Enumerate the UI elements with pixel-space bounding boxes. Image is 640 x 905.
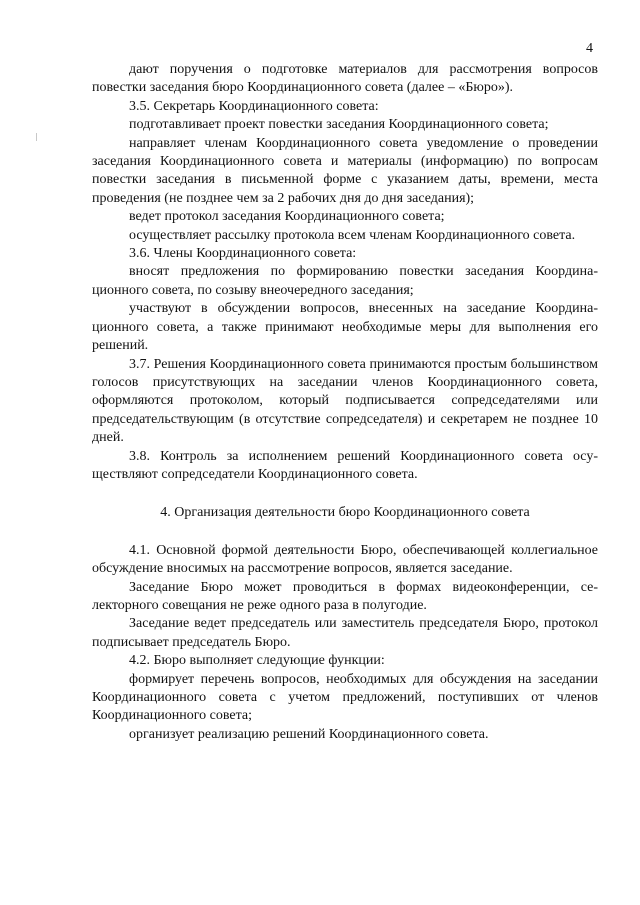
paragraph: ведет протокол заседания Координационного совета; <box>129 209 445 225</box>
paragraph: 3.8. Контроль за исполнением решений Координационного совета осуществляют сопредседатели Координационного совета. <box>92 448 598 482</box>
paragraph: осуществляет рассылку протокола всем членам Координационного совета. <box>129 227 576 243</box>
paragraph: формирует перечень вопросов, необходимых для обсуждения на заседании Координационного совета с учетом предложений, поступивших от членов Координационного совета; <box>92 671 598 724</box>
paragraph: 4.1. Основной формой деятельности Бюро, обеспечивающей коллегиальное обсуждение вносимых на рассмотрение вопросов, является заседание. <box>92 542 598 577</box>
paragraph: участвуют в обсуждении вопросов, внесенных на заседание Координационного совета, а также принимают необходимые меры для выполнения его решений. <box>92 301 598 354</box>
paragraph: подготавливает проект повестки заседания Координационного совета; <box>129 117 549 133</box>
document-body <box>92 61 598 744</box>
page-number: 4 <box>586 41 593 56</box>
paragraph: организует реализацию решений Координационного совета. <box>129 726 489 742</box>
section-heading: 4. Организация деятельности бюро Координационного совета <box>160 505 530 521</box>
paragraph: Заседание ведет председатель или заместитель председателя Бюро, протокол подписывает председатель Бюро. <box>92 616 598 650</box>
margin-mark <box>36 133 37 141</box>
paragraph: направляет членам Координационного совета уведомление о проведении заседания Координационного совета и материалы (информацию) по вопросам повестки заседания в письменной форме с указанием даты, времени, места проведения (не позднее чем за 2 рабочих дня до дня заседания); <box>92 135 598 206</box>
paragraph: 4.2. Бюро выполняет следующие функции: <box>129 653 385 669</box>
paragraph: Заседание Бюро может проводиться в формах видеоконференции, селекторного совещания не реже одного раза в полугодие. <box>92 579 598 613</box>
paragraph: 3.5. Секретарь Координационного совета: <box>129 98 379 114</box>
paragraph: вносят предложения по формированию повестки заседания Координационного совета, по созыву внеочередного заседания; <box>92 264 598 298</box>
paragraph: дают поручения о подготовке материалов для рассмотрения вопросов повестки заседания бюро Координационного совета (далее – «Бюро»). <box>92 62 598 96</box>
paragraph: 3.7. Решения Координационного совета принимаются простым большинством голосов присутствующих на заседании членов Координационного совета, оформляются протоколом, который подписывается сопредседателями или председательствующим (в отсутствие сопредседателя) и секретарем не позднее 10 дней. <box>92 356 598 446</box>
paragraph: 3.6. Члены Координационного совета: <box>129 246 357 262</box>
